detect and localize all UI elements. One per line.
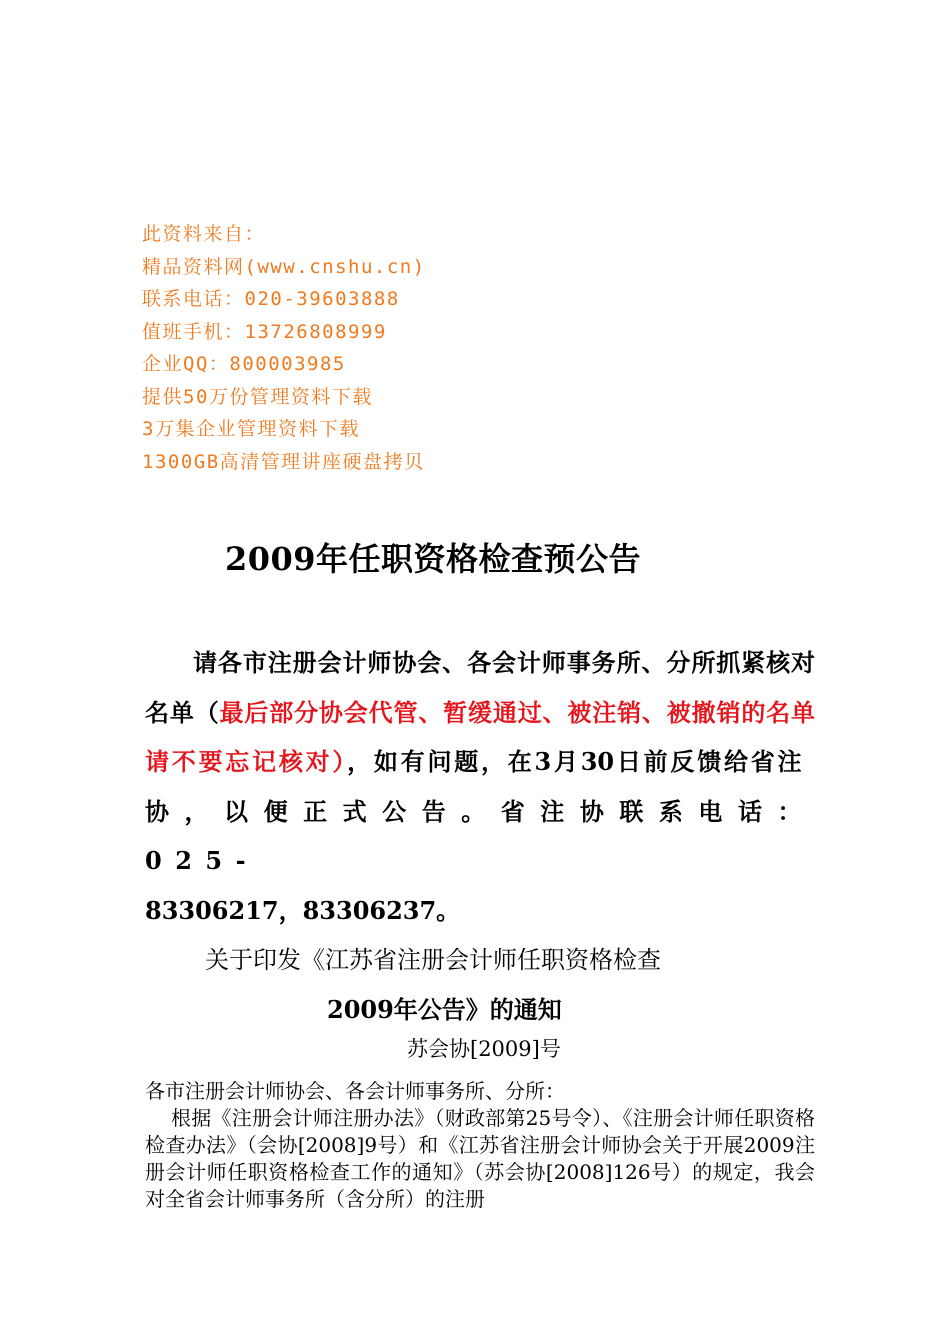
offer-line-3: 1300GB高清管理讲座硬盘拷贝 (142, 450, 425, 473)
notice-body-paragraph: 根据《注册会计师注册办法》（财政部第25号令）、《注册会计师任职资格检查办法》（会协[2008]9号）和《江苏省注册会计师协会关于开展2009注册会计师任职资格检查工作的通知》（苏会协[2008]126号）的规定，我会对全省会计师事务所（含分所）的注册 (145, 1106, 815, 1211)
website-line: 精品资料网(www.cnshu.cn) (142, 255, 426, 278)
notice-body (145, 1078, 815, 1213)
offer-line-1: 提供50万份管理资料下载 (142, 385, 373, 408)
notice-title-line-2: 2009年公告》的通知 (327, 995, 562, 1024)
announcement-highlight: 最后部分协会代管、暂缓通过、被注销、被撤销的名单请不要忘记核对） (145, 697, 816, 776)
source-line: 此资料来自： (142, 223, 266, 245)
announcement-text-1: 请各市注册会计师协会、各会计师事务所、分所抓紧核对名单（ (145, 648, 815, 727)
announcement-paragraph (145, 638, 815, 935)
qq-line: 企业QQ：800003985 (142, 353, 346, 375)
source-info-block (142, 218, 426, 478)
announcement-text-3: 注协，以便正式公告。省注协联系电话：025- (145, 747, 815, 875)
announcement-text-4: 83306217，83306237。 (145, 895, 461, 925)
phone-line: 联系电话：020-39603888 (142, 288, 400, 310)
document-number: 苏会协[2009]号 (407, 1037, 561, 1061)
notice-title-line-1: 关于印发《江苏省注册会计师任职资格检查 (205, 946, 661, 974)
page-title-text: 2009年任职资格检查预公告 (224, 540, 642, 578)
announcement-body (145, 638, 815, 935)
salutation: 各市注册会计师协会、各会计师事务所、分所： (145, 1079, 565, 1103)
announcement-text-2: ，如有问题，在3月30日前反馈给省 (347, 747, 778, 776)
offer-line-2: 3万集企业管理资料下载 (142, 418, 360, 440)
page-title (0, 534, 950, 580)
mobile-line: 值班手机：13726808999 (142, 320, 387, 343)
